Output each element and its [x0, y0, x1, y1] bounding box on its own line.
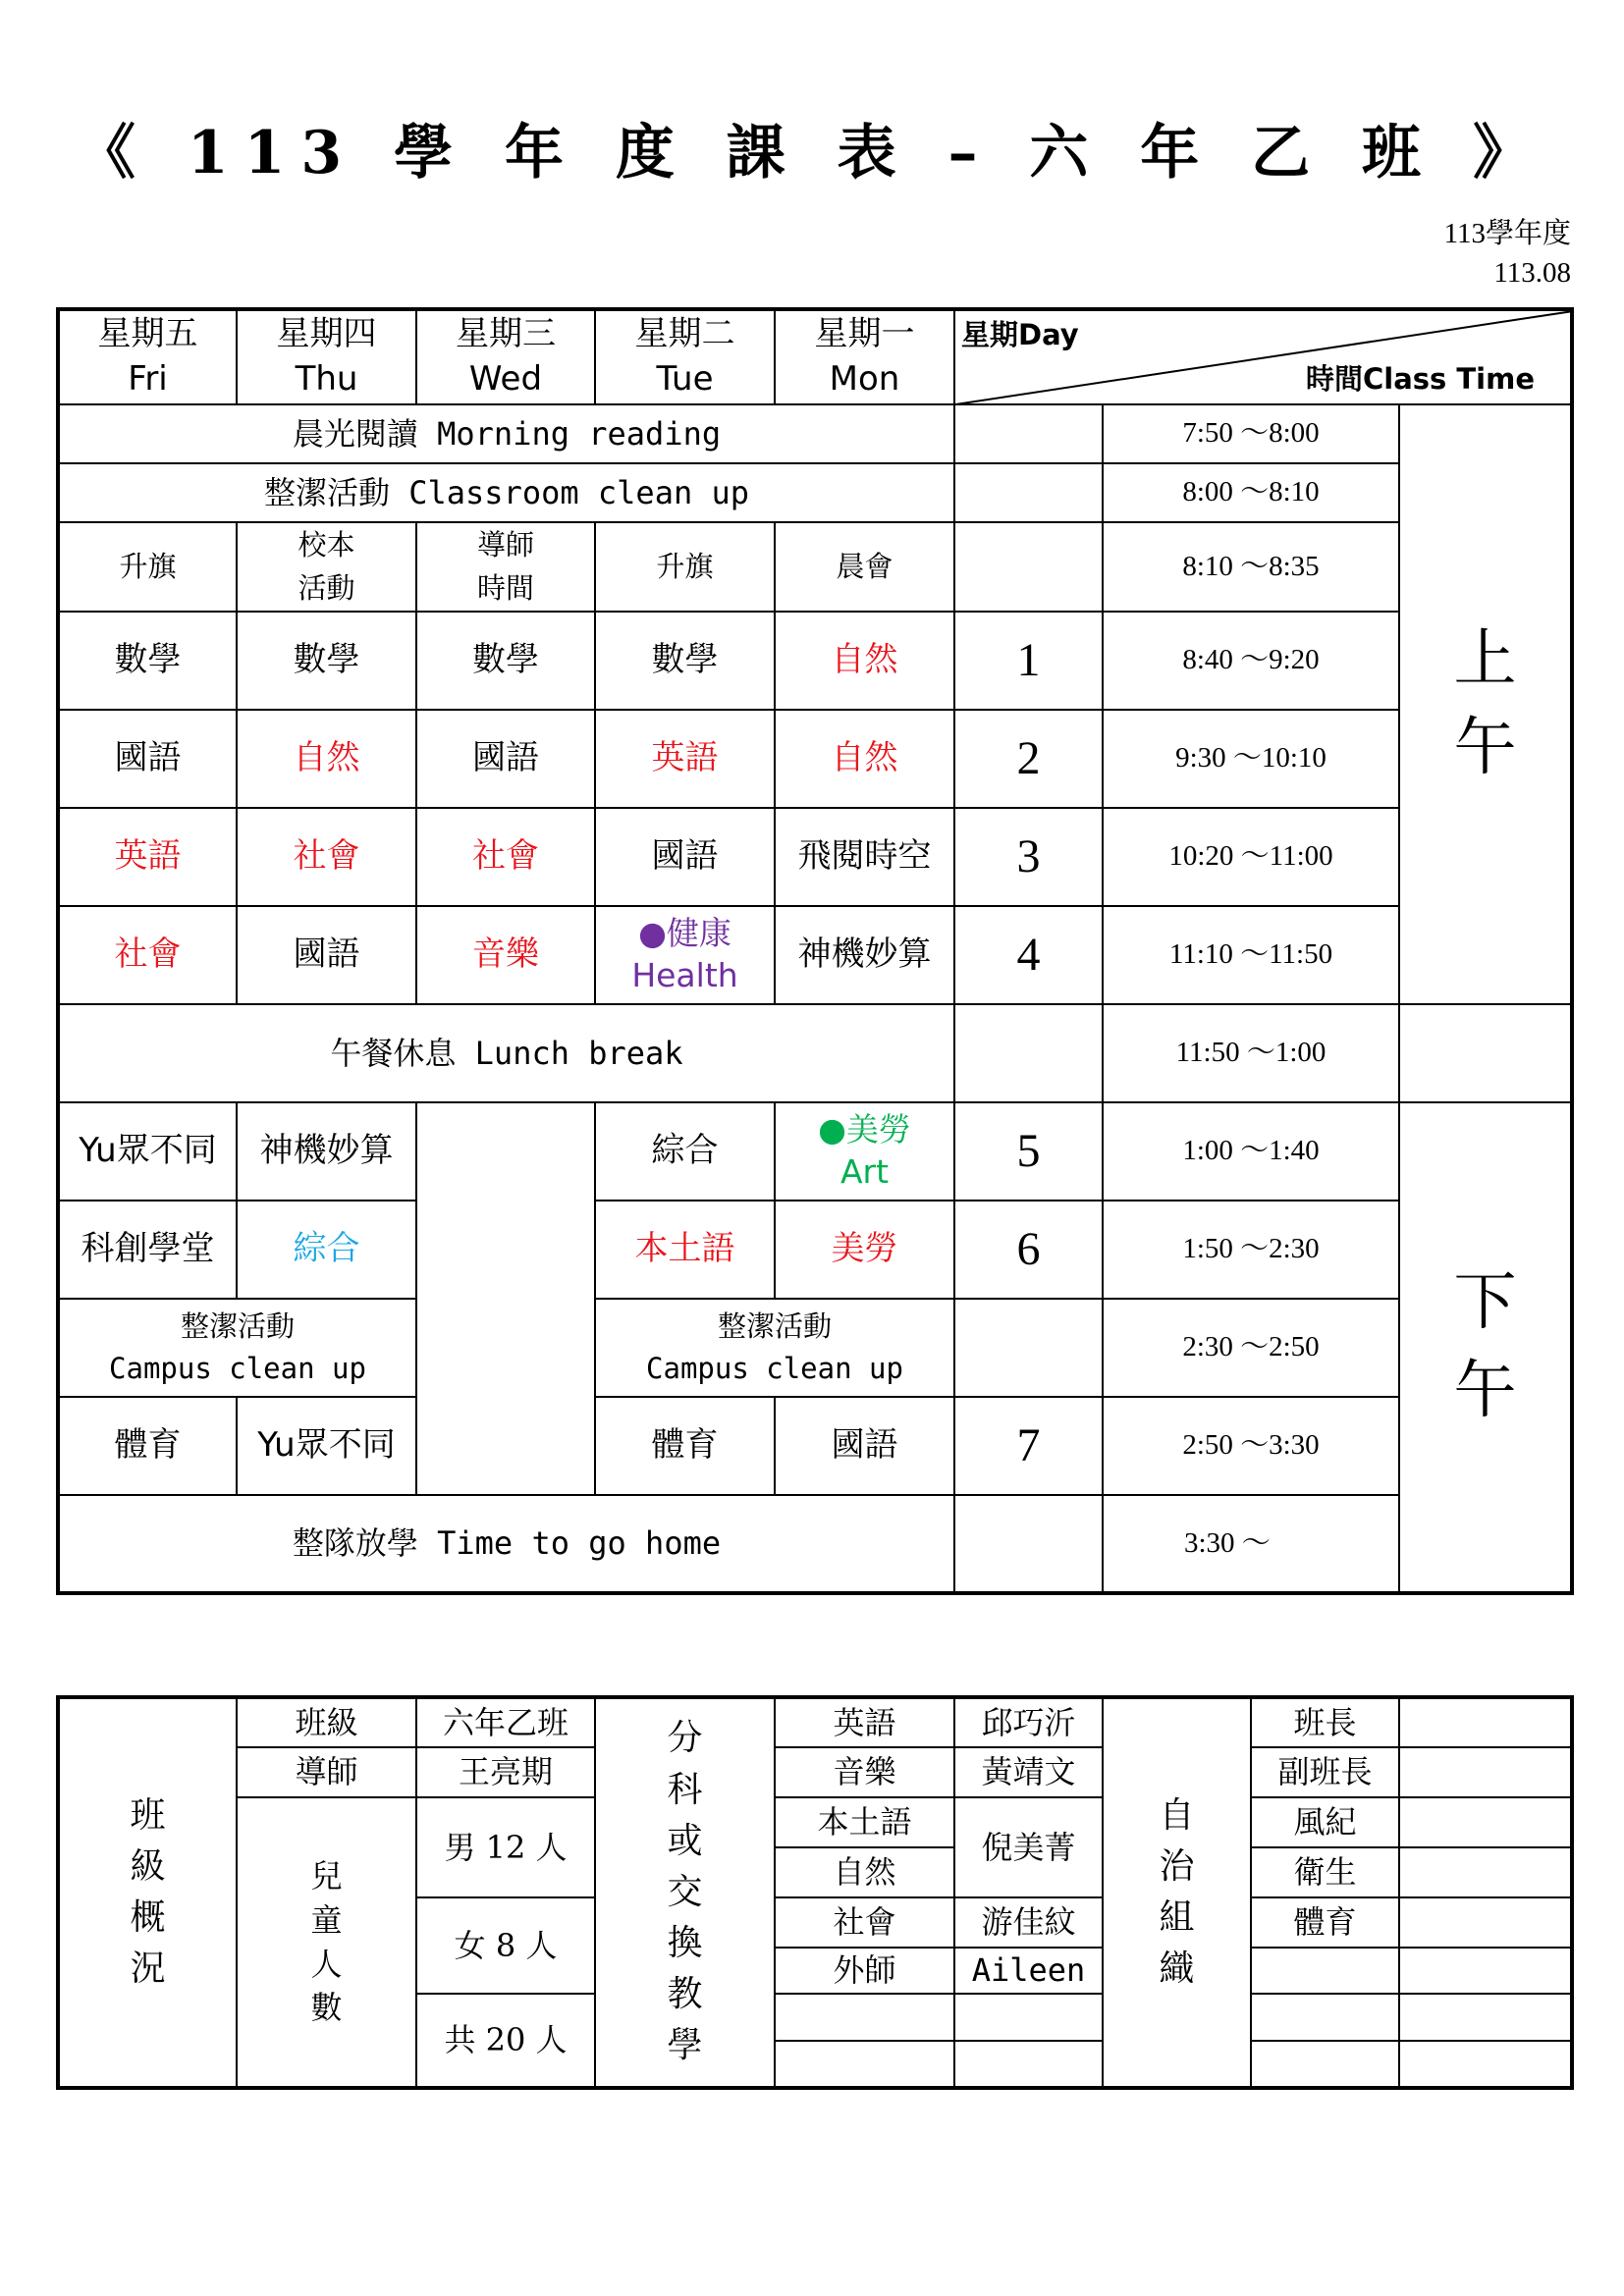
time-cell: 9:30 ～10:10	[1103, 710, 1399, 808]
subject-teacher: 黃靖文	[954, 1747, 1103, 1797]
header-fri	[58, 309, 237, 404]
row-period-7	[58, 1397, 1572, 1495]
role-name: 體育	[1251, 1897, 1399, 1948]
time-cell: 1:00 ～1:40	[1103, 1102, 1399, 1201]
cell-fri: 國語	[58, 710, 237, 808]
cell-thu: 國語	[237, 906, 416, 1004]
cell-tue: 體育	[595, 1397, 775, 1495]
row-cleanup	[58, 463, 1572, 522]
issue-date: 113.08	[1493, 257, 1571, 289]
role-holder-empty	[1399, 1797, 1572, 1847]
cell-wed-afternoon-empty	[416, 1102, 595, 1495]
morning-reading-label: 晨光閱讀 Morning reading	[58, 404, 954, 463]
row-morning-reading	[58, 404, 1572, 463]
cell-tue: 本土語	[595, 1201, 775, 1299]
info-row	[58, 1747, 1572, 1797]
cell-fri: 社會	[58, 906, 237, 1004]
cell-fri: 英語	[58, 808, 237, 906]
subject-name: 音樂	[775, 1747, 954, 1797]
role-holder-empty	[1399, 2041, 1572, 2088]
role-holder-empty	[1399, 1747, 1572, 1797]
afternoon-period-label: 下 午	[1399, 1102, 1572, 1593]
period-number: 3	[954, 808, 1103, 906]
role-name-empty	[1251, 2041, 1399, 2088]
period-num-empty	[954, 522, 1103, 612]
time-cell: 2:50 ～3:30	[1103, 1397, 1399, 1495]
cell-thu: 自然	[237, 710, 416, 808]
day-zh: 星期一	[814, 314, 915, 354]
time-cell: 11:10 ～11:50	[1103, 906, 1399, 1004]
total-count: 共 20 人	[416, 1994, 595, 2088]
subject-teaching-label: 分 科 或 交 換 教 學	[595, 1697, 775, 2088]
cell-wed: 數學	[416, 612, 595, 710]
time-cell: 8:10 ～8:35	[1103, 522, 1399, 612]
row-period-6	[58, 1201, 1572, 1299]
header-row	[58, 309, 1572, 404]
row-lunch	[58, 1004, 1572, 1102]
cell-thu: Yu眾不同	[237, 1397, 416, 1495]
role-name: 副班長	[1251, 1747, 1399, 1797]
time-cell: 8:00 ～8:10	[1103, 463, 1399, 522]
period-number: 1	[954, 612, 1103, 710]
school-year: 113學年度	[1443, 218, 1571, 249]
time-cell: 1:50 ～2:30	[1103, 1201, 1399, 1299]
cell-mon: 晨會	[775, 522, 954, 612]
day-zh: 星期五	[97, 314, 198, 354]
role-name: 風紀	[1251, 1797, 1399, 1847]
cell-fri: 升旗	[58, 522, 237, 612]
period-num-empty	[954, 1004, 1103, 1102]
subject-teacher: Aileen	[954, 1948, 1103, 1994]
subject-name: 本土語	[775, 1797, 954, 1847]
time-cell: 11:50 ～1:00	[1103, 1004, 1399, 1102]
cell-thu: 綜合	[237, 1201, 416, 1299]
role-holder-empty	[1399, 1994, 1572, 2041]
period-num-empty	[954, 463, 1103, 522]
role-name-empty	[1251, 1994, 1399, 2041]
header-wed	[416, 309, 595, 404]
class-label: 班級	[237, 1697, 416, 1747]
subject-name-empty	[775, 2041, 954, 2088]
subject-teacher: 倪美菁	[954, 1797, 1103, 1897]
header-tue	[595, 309, 775, 404]
row-period-1	[58, 612, 1572, 710]
self-government-label: 自 治 組 織	[1103, 1697, 1251, 2088]
cell-wed: 導師 時間	[416, 522, 595, 612]
day-en: Tue	[656, 359, 714, 399]
period-num-empty	[954, 404, 1103, 463]
row-campus-cleanup	[58, 1299, 1572, 1397]
cleanup-label: 整潔活動 Classroom clean up	[58, 463, 954, 522]
day-zh: 星期二	[634, 314, 735, 354]
subject-teacher-empty	[954, 2041, 1103, 2088]
lunch-label: 午餐休息 Lunch break	[58, 1004, 954, 1102]
class-overview-label: 班 級 概 況	[58, 1697, 237, 2088]
cell-wed: 國語	[416, 710, 595, 808]
role-holder-empty	[1399, 1948, 1572, 1994]
header-mon	[775, 309, 954, 404]
subject-teacher: 游佳紋	[954, 1897, 1103, 1948]
cell-fri: 科創學堂	[58, 1201, 237, 1299]
go-home-label: 整隊放學 Time to go home	[58, 1495, 954, 1593]
day-en: Mon	[829, 359, 900, 399]
cell-mon: 自然	[775, 710, 954, 808]
teacher-value: 王亮期	[416, 1747, 595, 1797]
cell-fri: 數學	[58, 612, 237, 710]
cell-tue: 國語	[595, 808, 775, 906]
time-cell: 10:20 ～11:00	[1103, 808, 1399, 906]
cell-thu: 社會	[237, 808, 416, 906]
day-en: Fri	[128, 359, 168, 399]
role-name: 班長	[1251, 1697, 1399, 1747]
role-holder-empty	[1399, 1847, 1572, 1897]
period-number: 6	[954, 1201, 1103, 1299]
subject-teacher-empty	[954, 1994, 1103, 2041]
campus-cleanup-fri-thu: 整潔活動 Campus clean up	[58, 1299, 416, 1397]
info-row	[58, 1697, 1572, 1747]
row-period-2	[58, 710, 1572, 808]
page-title: 《 113 學 年 度 課 表 – 六 年 乙 班 》	[77, 119, 1547, 187]
row-go-home	[58, 1495, 1572, 1593]
time-cell: 3:30 ～	[1103, 1495, 1399, 1593]
cell-tue: ●健康 Health	[595, 906, 775, 1004]
time-cell: 7:50 ～8:00	[1103, 404, 1399, 463]
cell-tue: 升旗	[595, 522, 775, 612]
cell-mon: 飛閱時空	[775, 808, 954, 906]
cell-mon: 國語	[775, 1397, 954, 1495]
subject-name: 外師	[775, 1948, 954, 1994]
cell-mon: 自然	[775, 612, 954, 710]
subject-teacher: 邱巧沂	[954, 1697, 1103, 1747]
day-axis-label: 星期Day	[961, 318, 1079, 351]
row-period-3	[58, 808, 1572, 906]
role-name-empty	[1251, 1948, 1399, 1994]
day-en: Wed	[468, 359, 543, 399]
period-num-empty	[954, 1495, 1103, 1593]
period-num-empty	[954, 1299, 1103, 1397]
period-number: 5	[954, 1102, 1103, 1201]
day-zh: 星期四	[276, 314, 377, 354]
cell-thu: 數學	[237, 612, 416, 710]
cell-wed: 音樂	[416, 906, 595, 1004]
lunch-period-empty	[1399, 1004, 1572, 1102]
cell-mon: 美勞	[775, 1201, 954, 1299]
cell-mon: ●美勞 Art	[775, 1102, 954, 1201]
time-axis-label: 時間Class Time	[1305, 361, 1535, 396]
girls-count: 女 8 人	[416, 1897, 595, 1994]
header-diagonal-cell	[954, 309, 1572, 404]
morning-period-label: 上 午	[1399, 404, 1572, 1004]
day-zh: 星期三	[456, 314, 556, 354]
student-count-label: 兒 童 人 數	[237, 1797, 416, 2088]
row-assembly	[58, 522, 1572, 612]
cell-thu: 校本 活動	[237, 522, 416, 612]
cell-tue: 綜合	[595, 1102, 775, 1201]
role-holder-empty	[1399, 1897, 1572, 1948]
schedule-table	[56, 307, 1574, 1595]
cell-fri: Yu眾不同	[58, 1102, 237, 1201]
class-value: 六年乙班	[416, 1697, 595, 1747]
subject-name: 英語	[775, 1697, 954, 1747]
document-meta	[1444, 214, 1571, 293]
period-number: 4	[954, 906, 1103, 1004]
time-cell: 2:30 ～2:50	[1103, 1299, 1399, 1397]
row-period-5	[58, 1102, 1572, 1201]
subject-name: 自然	[775, 1847, 954, 1897]
row-period-4	[58, 906, 1572, 1004]
day-en: Thu	[295, 359, 358, 399]
cell-fri: 體育	[58, 1397, 237, 1495]
campus-cleanup-tue-mon: 整潔活動 Campus clean up	[595, 1299, 954, 1397]
header-thu	[237, 309, 416, 404]
role-holder-empty	[1399, 1697, 1572, 1747]
cell-tue: 數學	[595, 612, 775, 710]
cell-mon: 神機妙算	[775, 906, 954, 1004]
cell-tue: 英語	[595, 710, 775, 808]
role-name: 衛生	[1251, 1847, 1399, 1897]
subject-name-empty	[775, 1994, 954, 2041]
teacher-label: 導師	[237, 1747, 416, 1797]
boys-count: 男 12 人	[416, 1797, 595, 1897]
cell-thu: 神機妙算	[237, 1102, 416, 1201]
cell-wed: 社會	[416, 808, 595, 906]
period-number: 7	[954, 1397, 1103, 1495]
period-number: 2	[954, 710, 1103, 808]
subject-name: 社會	[775, 1897, 954, 1948]
info-row	[58, 1797, 1572, 1847]
class-info-table	[56, 1695, 1574, 2090]
time-cell: 8:40 ～9:20	[1103, 612, 1399, 710]
